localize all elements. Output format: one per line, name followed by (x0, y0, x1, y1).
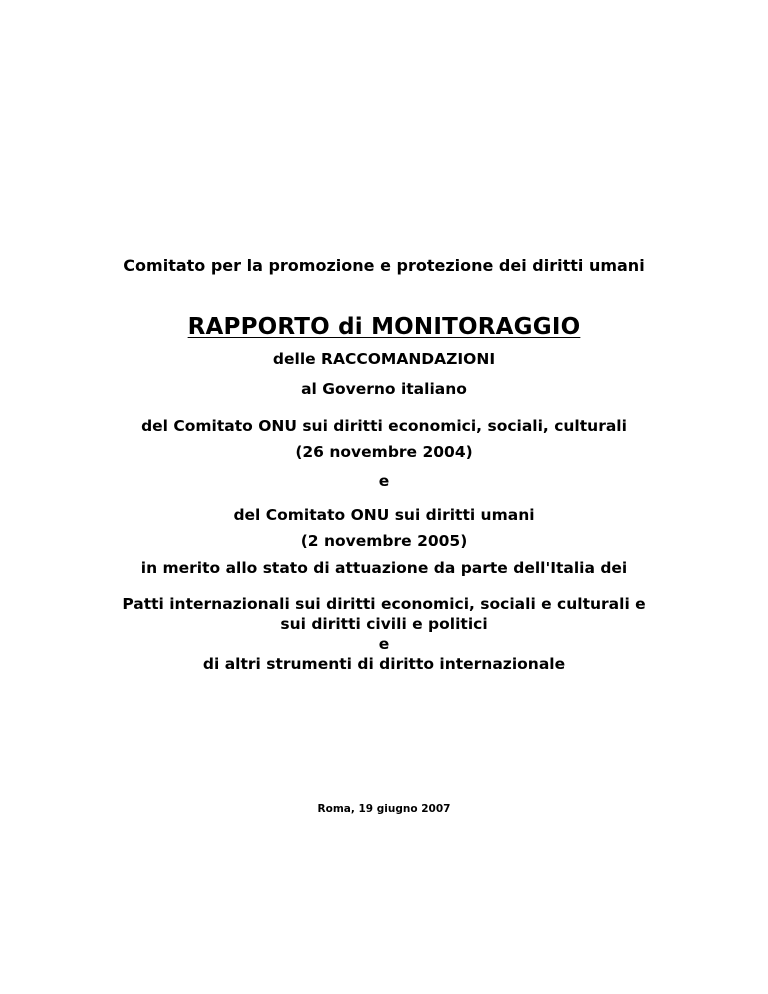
committee-human-rights: del Comitato ONU sui diritti umani (233, 506, 535, 524)
report-title: RAPPORTO di MONITORAGGIO (187, 314, 581, 340)
date-human-rights: (2 novembre 2005) (300, 532, 468, 550)
place-date: Roma, 19 giugno 2007 (317, 803, 451, 815)
date-cesc: (26 novembre 2004) (295, 443, 473, 461)
conjunction-and-2: e (378, 635, 390, 653)
other-instruments: di altri strumenti di diritto internazionale (202, 655, 566, 673)
conjunction-and-1: e (378, 472, 390, 490)
subtitle-government: al Governo italiano (301, 380, 467, 398)
committee-name: Comitato per la promozione e protezione dei diritti umani (123, 256, 645, 275)
subtitle-recommendations: delle RACCOMANDAZIONI (272, 350, 496, 368)
covenants-line-1: Patti internazionali sui diritti economici, sociali e culturali e (122, 595, 646, 613)
committee-cesc: del Comitato ONU sui diritti economici, sociali, culturali (141, 417, 627, 435)
merit-line: in merito allo stato di attuazione da parte dell'Italia dei (140, 559, 628, 577)
covenants-line-2: sui diritti civili e politici (280, 615, 488, 633)
